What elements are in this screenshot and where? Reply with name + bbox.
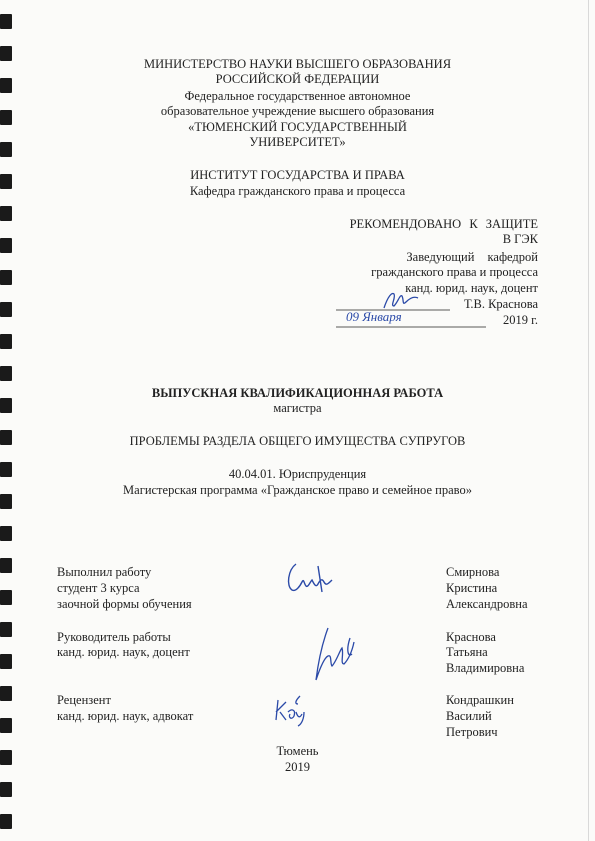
approval-line-5: канд. юрид. наук, доцент (405, 281, 538, 295)
approval-line-1: РЕКОМЕНДОВАНО К ЗАЩИТЕ (349, 217, 538, 231)
supervisor-name: Татьяна (446, 645, 488, 659)
university-line-2: УНИВЕРСИТЕТ» (249, 135, 346, 149)
author-label-3: заочной формы обучения (57, 597, 192, 611)
reviewer-name: Василий (446, 709, 492, 723)
work-degree: магистра (273, 401, 322, 415)
work-title: ПРОБЛЕМЫ РАЗДЕЛА ОБЩЕГО ИМУЩЕСТВА СУПРУГОВ (129, 434, 466, 448)
author-label-2: студент 3 курса (57, 581, 140, 595)
master-program: Магистерская программа «Гражданское право и семейное право» (123, 483, 472, 497)
approval-line-4: гражданского права и процесса (371, 265, 538, 279)
author-signature (282, 556, 346, 598)
reviewer-patronymic: Петрович (446, 725, 498, 739)
supervisor-patronymic: Владимировна (446, 661, 525, 675)
footer-year: 2019 (285, 760, 310, 774)
approval-line-3: Заведующий кафедрой (406, 250, 538, 264)
handwritten-date: 09 Января (346, 309, 402, 324)
ministry-line-2: РОССИЙСКОЙ ФЕДЕРАЦИИ (215, 72, 380, 86)
supervisor-label-2: канд. юрид. наук, доцент (57, 645, 190, 659)
author-surname: Смирнова (446, 565, 500, 579)
work-type: ВЫПУСКНАЯ КВАЛИФИКАЦИОННАЯ РАБОТА (151, 386, 444, 400)
specialty-code: 40.04.01. Юриспруденция (228, 467, 367, 481)
reviewer-signature (270, 690, 320, 728)
reviewer-label-2: канд. юрид. наук, адвокат (57, 709, 194, 723)
ministry-line-1: МИНИСТЕРСТВО НАУКИ ВЫСШЕГО ОБРАЗОВАНИЯ (143, 57, 452, 71)
institution-line-2: образовательное учреждение высшего образования (160, 104, 435, 118)
institution-line-1: Федеральное государственное автономное (184, 89, 411, 103)
author-name: Кристина (446, 581, 498, 595)
supervisor-signature (306, 624, 366, 684)
supervisor-label-1: Руководитель работы (57, 630, 171, 644)
approval-year: 2019 г. (503, 313, 538, 327)
author-label-1: Выполнил работу (57, 565, 152, 579)
footer-city: Тюмень (276, 744, 319, 758)
university-line-1: «ТЮМЕНСКИЙ ГОСУДАРСТВЕННЫЙ (188, 120, 407, 134)
supervisor-surname: Краснова (446, 630, 496, 644)
institute-name: ИНСТИТУТ ГОСУДАРСТВА И ПРАВА (190, 168, 405, 182)
head-name: Т.В. Краснова (463, 297, 538, 311)
author-patronymic: Александровна (446, 597, 528, 611)
department-name: Кафедра гражданского права и процесса (189, 184, 406, 198)
approval-line-2: В ГЭК (502, 232, 538, 246)
reviewer-label-1: Рецензент (57, 693, 111, 707)
reviewer-surname: Кондрашкин (446, 693, 514, 707)
